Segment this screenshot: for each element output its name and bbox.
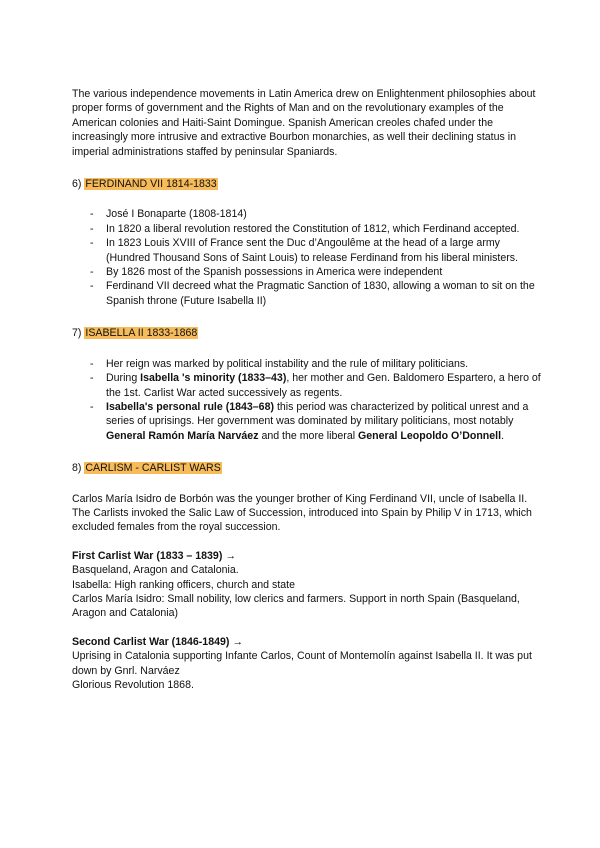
second-war-line: Uprising in Catalonia supporting Infante Carlos, Count of Montemolín against Isabella II. It was put down by Gnrl. Narváez [72, 650, 532, 677]
list-item: - Ferdinand VII decreed what the Pragmatic Sanction of 1830, allowing a woman to sit on the Spanish throne (Future Isabella II) [72, 279, 542, 308]
section-7-heading [72, 326, 542, 340]
section-6-heading [72, 177, 542, 191]
intro-paragraph: The various independence movements in Latin America drew on Enlightenment philosophies about proper forms of government and the Rights of Man and on the revolutionary examples of the American colonies and Haiti-Saint Domingue. Spanish American creoles chafed under the increasingly more intrusive and extractive Bourbon monarchies, as well their declining status in imperial administrations staffed by peninsular Spaniards. [72, 88, 536, 158]
first-war-line: Isabella: High ranking officers, church and state [72, 578, 295, 591]
section-6-title: FERDINAND VII 1814-1833 [85, 178, 217, 191]
first-war-line: Basqueland, Aragon and Catalonia. [72, 564, 239, 577]
section-6-number: 6) [72, 178, 85, 191]
right-arrow-icon: → [225, 549, 236, 562]
carlism-paragraph-1: Carlos María Isidro de Borbón was the younger brother of King Ferdinand VII, uncle of Isabella II. [72, 492, 528, 505]
bold-text: Second Carlist War (1846-1849) [72, 635, 230, 648]
text-run: , her mother and Gen. Baldomero Espartero, a hero of the 1st. Carlist War acted successively as regents. [106, 372, 541, 399]
section-8-heading [72, 461, 542, 475]
list-item: - By 1826 most of the Spanish possessions in America were independent [72, 265, 542, 279]
section-7-number: 7) [72, 327, 85, 340]
bold-text: Isabella's personal rule (1843–68) [106, 400, 274, 413]
section-7-title: ISABELLA II 1833-1868 [85, 327, 198, 340]
first-carlist-war-title [72, 549, 542, 563]
list-item: - José I Bonaparte (1808-1814) [72, 207, 542, 221]
text-run: During [106, 372, 141, 385]
text-run: and the more liberal [258, 429, 359, 442]
section-8-title: CARLISM - CARLIST WARS [85, 462, 221, 475]
bold-text: Isabella 's minority (1833–43) [140, 372, 287, 385]
first-war-line: Carlos María Isidro: Small nobility, low clerics and farmers. Support in north Spain (Basqueland, Aragon and Catalonia) [72, 592, 520, 620]
section-8-number: 8) [72, 462, 85, 475]
list-item [72, 371, 542, 400]
second-war-line: Glorious Revolution 1868. [72, 679, 194, 691]
text-run: . [501, 429, 505, 442]
list-item: - In 1820 a liberal revolution restored the Constitution of 1812, which Ferdinand accepted. [72, 222, 542, 236]
carlism-paragraph-2: The Carlists invoked the Salic Law of Succession, introduced into Spain by Philip V in 1713, which excluded females from the royal succession. [72, 506, 532, 534]
bold-text: First Carlist War (1833 – 1839) [72, 549, 223, 562]
bold-text: General Leopoldo O’Donnell [358, 429, 502, 442]
right-arrow-icon: → [232, 635, 243, 648]
document-page [72, 87, 542, 692]
list-item [72, 400, 542, 443]
list-item: - Her reign was marked by political instability and the rule of military politicians. [72, 357, 542, 371]
bold-text: General Ramón María Narváez [106, 429, 259, 442]
list-item: - In 1823 Louis XVIII of France sent the Duc d’Angoulême at the head of a large army (Hundred Thousand Sons of Saint Louis) to release Ferdinand from his liberal ministers. [72, 236, 542, 265]
section-6-list [72, 207, 542, 308]
second-carlist-war-title [72, 635, 542, 649]
text-run: this period was characterized by political unrest and a series of uprisings. Her government was dominated by military politicians, most notably [106, 400, 529, 428]
section-7-list [72, 357, 542, 443]
